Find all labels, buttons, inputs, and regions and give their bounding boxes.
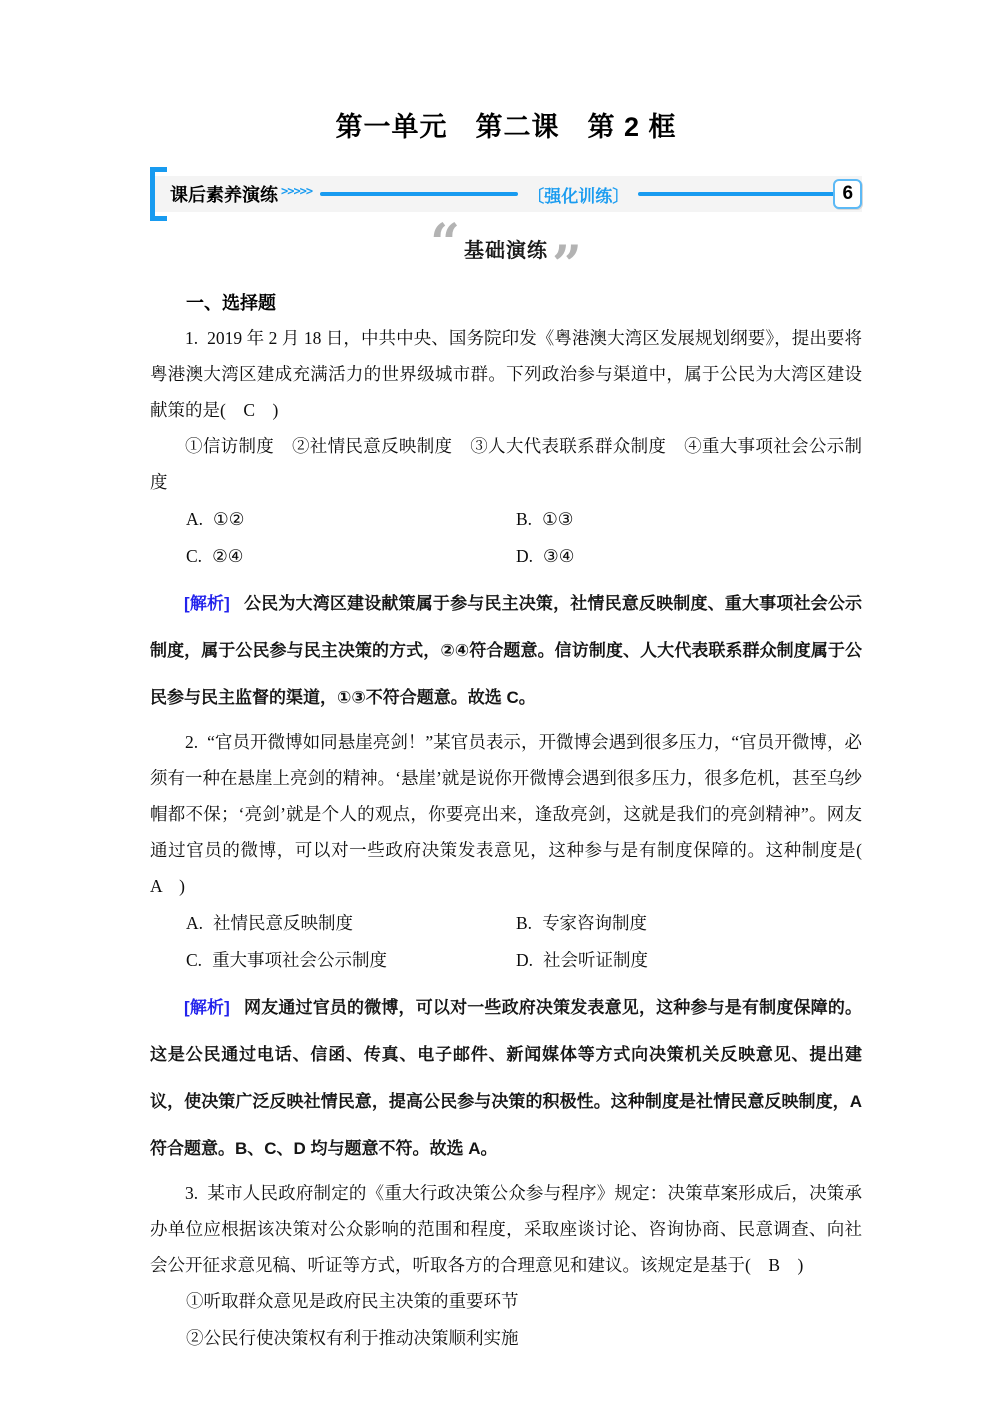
page-title: 第一单元 第二课 第 2 框 [335, 112, 677, 142]
question-number: 1. [185, 328, 199, 348]
header-band [150, 176, 862, 212]
option-label: C. [186, 950, 203, 970]
option-label: D. [516, 950, 534, 970]
question-stem-text: 2019 年 2 月 18 日，中共中央、国务院印发《粤港澳大湾区发展规划纲要》，提出要将粤港澳大湾区建成充满活力的世界级城市群。下列政治参与渠道中，属于公民为大湾区建设献策的是( C ) [150, 328, 862, 420]
question-3 [150, 1175, 862, 1357]
option-text: 专家咨询制度 [542, 913, 648, 933]
option-b [516, 501, 573, 538]
analysis-label: [解析] [184, 998, 230, 1017]
option-c [186, 538, 516, 575]
question-sub-items: ①信访制度 ②社情民意反映制度 ③人大代表联系群众制度 ④重大事项社会公示制度 [150, 436, 862, 492]
option-row [150, 942, 862, 979]
option-label: B. [516, 509, 533, 529]
chevrons-icon: >>>>> [281, 184, 313, 198]
option-label: A. [186, 913, 204, 933]
option-b [516, 905, 647, 942]
band-center-label: 〔强化训练〕 [527, 186, 630, 206]
option-text: ③④ [543, 546, 575, 566]
analysis-text: 网友通过官员的微博，可以对一些政府决策发表意见，这种参与是有制度保障的。这是公民通过电话、信函、传真、电子邮件、新闻媒体等方式向决策机关反映意见、提出建议，使决策广泛反映社情民意，提高公民参与决策的积极性。这种制度是社情民意反映制度，A 符合题意。B、C、D 均与题意不符。故选 A。 [150, 998, 863, 1158]
options-grid [150, 905, 862, 979]
list-item: ①听取群众意见是政府民主决策的重要环节 [186, 1291, 519, 1311]
question-number: 2. [185, 732, 199, 752]
option-label: A. [186, 509, 204, 529]
option-text: 重大事项社会公示制度 [212, 950, 388, 970]
option-text: ①③ [542, 509, 574, 529]
band-divider-right [638, 192, 836, 196]
part-heading: 一、选择题 [186, 293, 276, 313]
option-a [186, 905, 516, 942]
analysis-text: 公民为大湾区建设献策属于参与民主决策，社情民意反映制度、重大事项社会公示制度，属于公民参与民主决策的方式，②④符合题意。信访制度、人大代表联系群众制度属于公民参与民主监督的渠道，①③不符合题意。故选 C。 [150, 594, 863, 707]
analysis-label: [解析] [184, 594, 230, 613]
analysis [150, 580, 862, 721]
analysis [150, 984, 862, 1172]
question-stem-text: 某市人民政府制定的《重大行政决策公众参与程序》规定：决策草案形成后，决策承办单位应根据该决策对公众影响的范围和程度，采取座谈讨论、咨询协商、民意调查、向社会公开征求意见稿、听证等方式，听取各方的合理意见和建议。该规定是基于( B ) [150, 1183, 862, 1275]
question-2 [150, 724, 880, 1172]
question-stem [150, 320, 862, 428]
option-d [516, 538, 574, 575]
section-header: “ 基础演练 ” [430, 213, 582, 296]
option-text: 社会听证制度 [543, 950, 649, 970]
option-row [150, 501, 862, 538]
option-label: B. [516, 913, 533, 933]
option-c [186, 942, 516, 979]
option-label: C. [186, 546, 203, 566]
bracket-icon [150, 167, 167, 221]
option-text: ①② [213, 509, 245, 529]
question-stem [150, 1175, 862, 1283]
option-d [516, 942, 648, 979]
band-left-label: 课后素养演练 [170, 185, 278, 205]
page-number-badge: 6 [833, 179, 862, 209]
option-row [150, 905, 862, 942]
option-a [186, 501, 516, 538]
question-stem [150, 724, 880, 904]
question-stem-text: “官员开微博如同悬崖亮剑！”某官员表示，开微博会遇到很多压力，“官员开微博，必须有一种在悬崖上亮剑的精神。‘悬崖’就是说你开微博会遇到很多压力，很多危机，甚至乌纱帽都不保；‘亮剑’就是个人的观点，你要亮出来，逢敌亮剑，这就是我们的亮剑精神”。网友通过官员的微博，可以对一些政府决策发表意见，这种参与是有制度保障的。这种制度是( A ) [150, 732, 880, 896]
option-row [150, 538, 862, 575]
option-text: ②④ [212, 546, 244, 566]
question-number: 3. [185, 1183, 199, 1203]
question-1 [150, 320, 862, 721]
list-item: ②公民行使决策权有利于推动决策顺利实施 [186, 1328, 519, 1348]
band-divider-left [320, 192, 518, 196]
options-grid [150, 501, 862, 575]
option-label: D. [516, 546, 534, 566]
section-title: 基础演练 [464, 239, 548, 262]
option-text: 社情民意反映制度 [213, 913, 354, 933]
